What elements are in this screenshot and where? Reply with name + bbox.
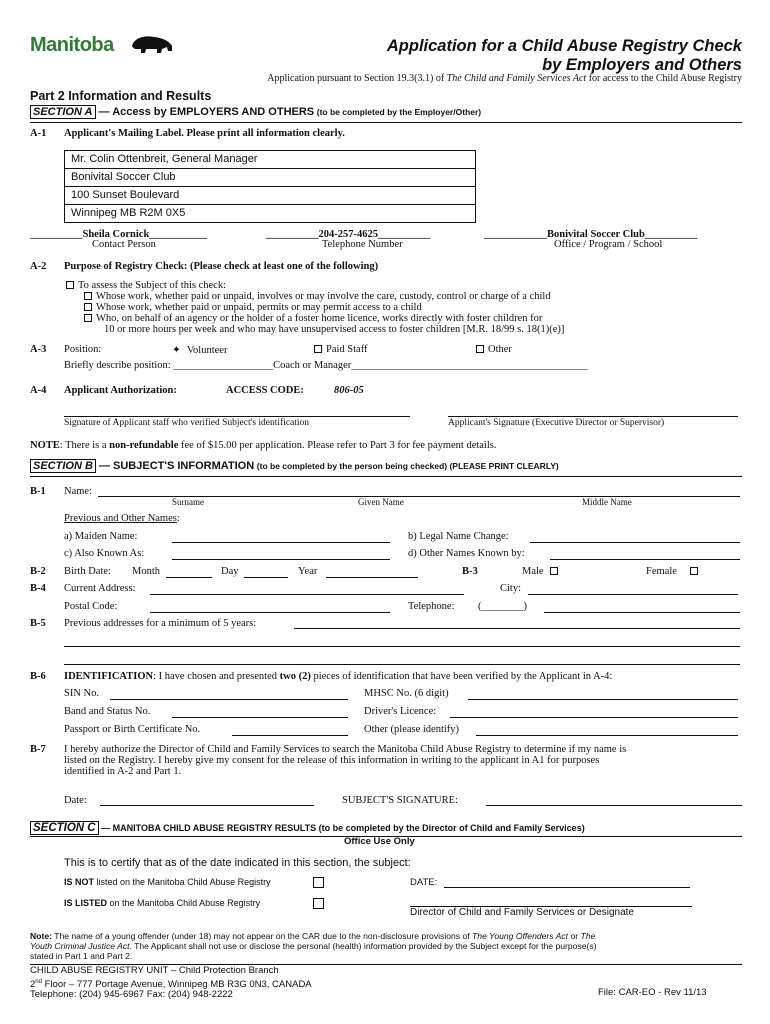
mailing-label-box bbox=[64, 150, 476, 223]
staff-signature-line[interactable] bbox=[64, 416, 410, 417]
passport-line[interactable] bbox=[232, 735, 348, 736]
section-c-label: SECTION C bbox=[30, 821, 99, 835]
applicant-signature-caption: Applicant's Signature (Executive Director or Supervisor) bbox=[448, 418, 665, 428]
legal-name-label: b) Legal Name Change: bbox=[408, 531, 509, 542]
b1-number: B-1 bbox=[30, 486, 46, 497]
subject-signature-line[interactable] bbox=[486, 805, 742, 806]
b3-number: B-3 bbox=[462, 566, 478, 577]
result-date-label: DATE: bbox=[410, 877, 438, 888]
registry-unit-address bbox=[30, 966, 312, 1001]
a2-opt2-checkbox[interactable] bbox=[84, 303, 92, 311]
city-label: City: bbox=[500, 583, 522, 594]
female-checkbox[interactable] bbox=[690, 567, 698, 575]
other-id-label: Other (please identify) bbox=[364, 724, 460, 735]
part2-title: Part 2 Information and Results bbox=[30, 89, 212, 103]
a2-option-2: Whose work, whether paid or unpaid, permits or may permit access to a child bbox=[84, 302, 422, 313]
other-names-line[interactable] bbox=[550, 559, 740, 560]
a2-opt3-checkbox[interactable] bbox=[84, 314, 92, 322]
a1-text: Applicant's Mailing Label. Please print all information clearly. bbox=[64, 128, 345, 139]
band-status-label: Band and Status No. bbox=[64, 706, 151, 717]
staff-signature-caption: Signature of Applicant staff who verified Subject's identification bbox=[64, 418, 310, 428]
sin-label: SIN No. bbox=[64, 688, 100, 699]
b7-consent: I hereby authorize the Director of Child and Family Services to search the Manitoba Child Abuse Registry to determine if my name is listed on the Registry. I hereby give my consent for the release of this information in writing to the applicant in A1 for purposes identified in A-2 and Part 1. bbox=[64, 744, 627, 777]
position-other[interactable]: Other bbox=[476, 344, 512, 355]
mailing-line: Bonivital Soccer Club bbox=[65, 169, 475, 187]
other-id-line[interactable] bbox=[476, 735, 738, 736]
position-volunteer[interactable]: ✦ Volunteer bbox=[172, 345, 228, 356]
male-checkbox[interactable] bbox=[550, 567, 558, 575]
b2-number: B-2 bbox=[30, 566, 46, 577]
passport-label: Passport or Birth Certificate No. bbox=[64, 724, 201, 735]
telephone-b-label: Telephone: bbox=[408, 601, 455, 612]
bison-icon bbox=[128, 32, 176, 56]
logo-text: Manitoba bbox=[30, 34, 114, 56]
previous-address-line[interactable] bbox=[294, 628, 740, 629]
a2-number: A-2 bbox=[30, 261, 47, 272]
surname-caption: Surname bbox=[172, 497, 204, 507]
a2-option-3: Who, on behalf of an agency or the holder of a foster home licence, works directly with foster children for bbox=[84, 313, 542, 324]
a4-label: Applicant Authorization: bbox=[64, 385, 177, 396]
aka-line[interactable] bbox=[172, 559, 390, 560]
current-address-line[interactable] bbox=[150, 594, 464, 595]
volunteer-selected-mark: ✦ bbox=[172, 345, 181, 356]
office-value[interactable]: ____________Bonivital Soccer Club__________ bbox=[484, 229, 698, 240]
identification-statement: IDENTIFICATION: I have chosen and presented two (2) pieces of identification that have been verified by the Applicant in A-4: bbox=[64, 671, 613, 682]
b4-number: B-4 bbox=[30, 583, 46, 594]
mailing-line: 100 Sunset Boulevard bbox=[65, 187, 475, 205]
form-title bbox=[387, 37, 742, 75]
previous-address-line[interactable] bbox=[64, 646, 740, 647]
maiden-name-line[interactable] bbox=[172, 542, 390, 543]
section-b-header bbox=[30, 460, 559, 472]
birth-date-label: Birth Date: bbox=[64, 566, 111, 577]
is-not-listed-checkbox[interactable] bbox=[313, 877, 324, 888]
section-a-note: (to be completed by the Employer/Other) bbox=[316, 107, 482, 117]
is-listed-option: IS LISTED on the Manitoba Child Abuse Registry bbox=[64, 898, 261, 908]
other-names-label: d) Other Names Known by: bbox=[408, 548, 525, 559]
contact-person-label: Contact Person bbox=[92, 239, 156, 250]
section-b-label: SECTION B bbox=[30, 459, 96, 473]
male-option[interactable]: Male bbox=[522, 566, 562, 577]
director-caption: Director of Child and Family Services or Designate bbox=[410, 907, 634, 918]
a2-text: Purpose of Registry Check: (Please check at least one of the following) bbox=[64, 261, 379, 272]
subject-signature-label: SUBJECT'S SIGNATURE: bbox=[342, 795, 458, 806]
is-not-listed-option: IS NOT listed on the Manitoba Child Abuse Registry bbox=[64, 877, 271, 887]
mailing-line: Mr. Colin Ottenbreit, General Manager bbox=[65, 151, 475, 169]
aka-label: c) Also Known As: bbox=[64, 548, 145, 559]
drivers-licence-line[interactable] bbox=[450, 717, 738, 718]
month-label: Month bbox=[132, 566, 161, 577]
b1-name-label: Name: bbox=[64, 486, 92, 497]
section-a-header bbox=[30, 106, 481, 118]
manitoba-logo bbox=[30, 34, 114, 57]
certify-statement: This is to certify that as of the date indicated in this section, the subject: bbox=[64, 857, 411, 869]
position-description[interactable]: Briefly describe position: ___________________Coach or Manager_____________________________________________ bbox=[64, 360, 588, 371]
section-b-heading: — SUBJECT'S INFORMATION bbox=[95, 460, 255, 472]
postal-code-line[interactable] bbox=[150, 612, 390, 613]
year-line[interactable] bbox=[326, 577, 418, 578]
section-c-header bbox=[30, 822, 585, 834]
city-line[interactable] bbox=[528, 594, 738, 595]
file-reference: File: CAR-EO - Rev 11/13 bbox=[598, 987, 707, 998]
b6-number: B-6 bbox=[30, 671, 46, 682]
section-c-heading: — MANITOBA CHILD ABUSE REGISTRY RESULTS (to be completed by the Director of Child and Family Services) bbox=[98, 823, 585, 833]
unit-street: 2nd Floor – 777 Portage Avenue, Winnipeg MB R3G 0N3, CANADA bbox=[30, 978, 312, 990]
office-use-only: Office Use Only bbox=[344, 836, 415, 847]
section-a-heading: — Access by EMPLOYERS AND OTHERS bbox=[95, 106, 315, 118]
month-line[interactable] bbox=[166, 577, 212, 578]
day-line[interactable] bbox=[244, 577, 288, 578]
applicant-signature-line[interactable] bbox=[448, 416, 738, 417]
a2-option-1: Whose work, whether paid or unpaid, involves or may involve the care, custody, control or charge of a child bbox=[84, 291, 551, 302]
position-paid-staff[interactable]: Paid Staff bbox=[314, 344, 368, 355]
access-code-label: ACCESS CODE: bbox=[226, 385, 304, 396]
fee-note: NOTE: There is a non-refundable fee of $15.00 per application. Please refer to Part 3 for fee payment details. bbox=[30, 440, 497, 451]
a3-position-label: Position: bbox=[64, 344, 102, 355]
a2-main-checkbox[interactable] bbox=[66, 281, 74, 289]
young-offender-note: Note: The name of a young offender (under 18) may not appear on the CAR due to the non-disclosure provisions of The Young Offenders Act or The Youth Criminal Justice Act. The Applicant shall not use or disclose the personal (health) information provided by the Subject except for the purpose(s) stated in Part 1 and Part 2. bbox=[30, 931, 597, 961]
sin-line[interactable] bbox=[110, 699, 348, 700]
day-label: Day bbox=[221, 566, 239, 577]
other-checkbox[interactable] bbox=[476, 345, 484, 353]
contact-person-value[interactable]: __________Sheila Cornick___________ bbox=[30, 229, 208, 240]
current-address-label: Current Address: bbox=[64, 583, 136, 594]
telephone-label: Telephone Number bbox=[322, 239, 403, 250]
given-name-caption: Given Name bbox=[358, 497, 404, 507]
b7-number: B-7 bbox=[30, 744, 46, 755]
subject-date-label: Date: bbox=[64, 795, 87, 806]
telephone-value[interactable]: __________204-257-4625__________ bbox=[266, 229, 431, 240]
a1-number: A-1 bbox=[30, 128, 47, 139]
section-a-label: SECTION A bbox=[30, 105, 96, 119]
is-listed-checkbox[interactable] bbox=[313, 898, 324, 909]
female-option[interactable]: Female bbox=[646, 566, 702, 577]
drivers-licence-label: Driver's Licence: bbox=[364, 706, 437, 717]
access-code-value[interactable]: 806-05 bbox=[334, 385, 364, 396]
office-label: Office / Program / School bbox=[554, 239, 663, 250]
form-subtitle: Application pursuant to Section 19.3(3.1) of The Child and Family Services Act for access to the Child Abuse Registry bbox=[267, 73, 742, 84]
title-line2: by Employers and Others bbox=[542, 56, 742, 74]
result-date-line[interactable] bbox=[444, 887, 690, 888]
middle-name-caption: Middle Name bbox=[582, 497, 632, 507]
a2-option-3-cont: 10 or more hours per week and who may have unsupervised access to foster children [M.R. 18/99 s. 18(1)(e)] bbox=[104, 324, 565, 335]
previous-addresses-label: Previous addresses for a minimum of 5 years: bbox=[64, 618, 257, 629]
mhsc-line[interactable] bbox=[468, 699, 738, 700]
postal-code-label: Postal Code: bbox=[64, 601, 118, 612]
title-line1: Application for a Child Abuse Registry Check bbox=[386, 37, 742, 55]
previous-address-line[interactable] bbox=[64, 664, 740, 665]
a2-opt1-checkbox[interactable] bbox=[84, 292, 92, 300]
telephone-b-line[interactable] bbox=[544, 612, 740, 613]
subject-date-line[interactable] bbox=[100, 805, 314, 806]
area-code-field[interactable]: (________) bbox=[478, 601, 527, 612]
year-label: Year bbox=[298, 566, 318, 577]
unit-name: CHILD ABUSE REGISTRY UNIT – Child Protection Branch bbox=[30, 965, 279, 976]
a2-main-option: To assess the Subject of this check: bbox=[66, 280, 226, 291]
unit-phone: Telephone: (204) 945-6967 Fax: (204) 948-2222 bbox=[30, 989, 233, 1001]
maiden-name-label: a) Maiden Name: bbox=[64, 531, 138, 542]
mailing-line: Winnipeg MB R2M 0X5 bbox=[71, 207, 186, 219]
b5-number: B-5 bbox=[30, 618, 46, 629]
a3-number: A-3 bbox=[30, 344, 47, 355]
band-status-line[interactable] bbox=[172, 717, 348, 718]
previous-names-heading: Previous and Other Names: bbox=[64, 513, 180, 524]
section-b-note: (to be completed by the person being checked) (PLEASE PRINT CLEARLY) bbox=[256, 461, 559, 471]
paid-staff-checkbox[interactable] bbox=[314, 345, 322, 353]
mhsc-label: MHSC No. (6 digit) bbox=[364, 688, 449, 699]
a4-number: A-4 bbox=[30, 385, 47, 396]
legal-name-line[interactable] bbox=[530, 542, 740, 543]
